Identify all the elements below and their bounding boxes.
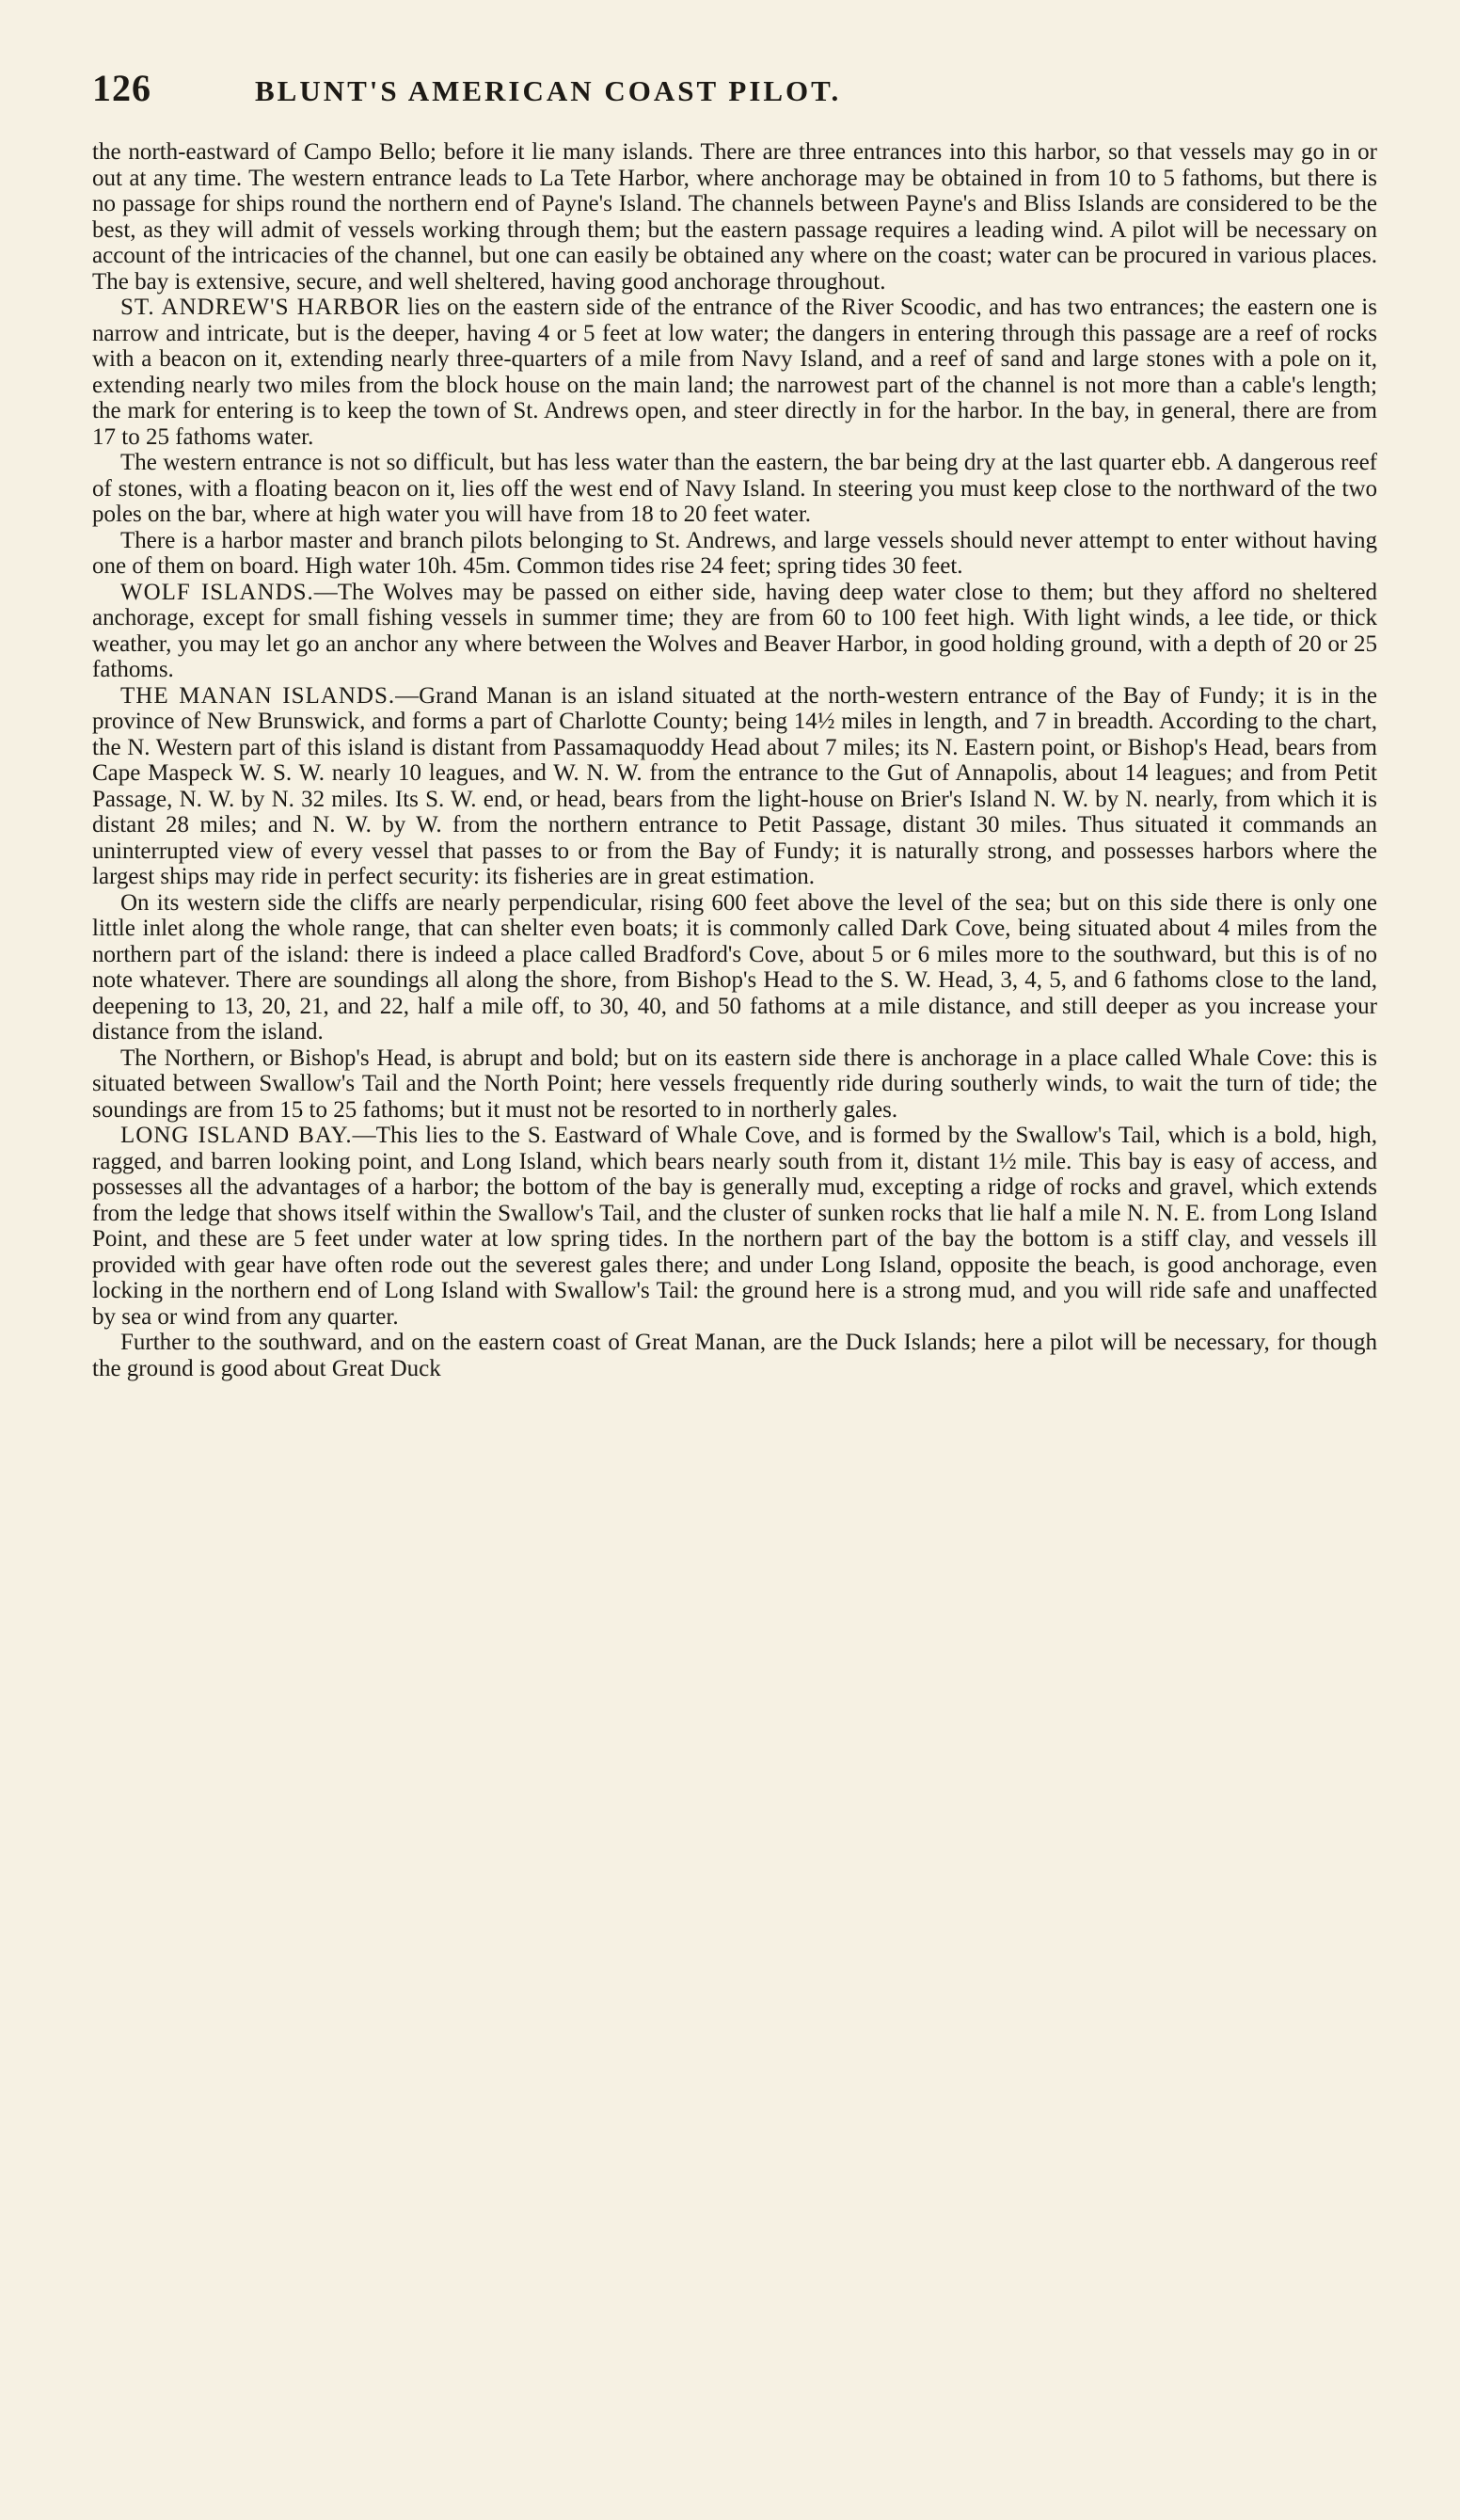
section-heading-wolf-islands: WOLF ISLANDS. — [120, 579, 314, 605]
paragraph-text: On its western side the cliffs are nearly perpendicular, rising 600 feet above the level of the sea; but on this side there is only one little inlet along the whole range, that can shelter even boats; it is commonly called Dark Cove, being situated about 4 miles from the northern part of the island: there is indeed a place called Bradford's Cove, about 5 or 6 miles more to the southward, but this is of no note whatever. There are soundings all along the shore, from Bishop's Head to the S. W. Head, 3, 4, 5, and 6 fathoms close to the land, deepening to 13, 20, 21, and 22, half a mile off, to 30, 40, and 50 fathoms at a mile distance, and still deeper as you increase your distance from the island. — [92, 889, 1377, 1045]
paragraph — [92, 1330, 1377, 1381]
paragraph — [92, 450, 1377, 528]
running-title: BLUNT'S AMERICAN COAST PILOT. — [255, 74, 842, 107]
body-text — [92, 139, 1377, 1381]
paragraph — [92, 1045, 1377, 1124]
paragraph-text: —This lies to the S. Eastward of Whale Cove, and is formed by the Swallow's Tail, which is a bold, high, ragged, and barren looking point, and Long Island, which bears nearly south from it, distant 1½ mile. This bay is easy of access, and possesses all the advantages of a harbor; the bottom of the bay is generally mud, excepting a ridge of rocks and gravel, which extends from the ledge that shows itself within the Swallow's Tail, and the cluster of sunken rocks that lie half a mile N. N. E. from Long Island Point, and these are 5 feet under water at low spring tides. In the northern part of the bay the bottom is a stiff clay, and vessels ill provided with gear have often rode out the severest gales there; and under Long Island, opposite the beach, is good anchorage, even locking in the northern end of Long Island with Swallow's Tail: the ground here is a strong mud, and you will ride safe and unaffected by sea or wind from any quarter. — [92, 1123, 1377, 1330]
paragraph — [92, 1123, 1377, 1330]
paragraph — [92, 528, 1377, 580]
paragraph — [92, 683, 1377, 890]
paragraph-text: There is a harbor master and branch pilots belonging to St. Andrews, and large vessels should never attempt to enter without having one of them on board. High water 10h. 45m. Common tides rise 24 feet; spring tides 30 feet. — [92, 527, 1377, 579]
paragraph — [92, 580, 1377, 683]
section-heading-long-island-bay: LONG ISLAND BAY. — [120, 1123, 353, 1148]
paragraph-text: The Northern, or Bishop's Head, is abrupt and bold; but on its eastern side there is anchorage in a place called Whale Cove: this is situated between Swallow's Tail and the North Point; here vessels frequently ride during southerly winds, to wait the turn of tide; the soundings are from 15 to 25 fathoms; but it must not be resorted to in northerly gales. — [92, 1045, 1377, 1123]
paragraph-text: —The Wolves may be passed on either side, having deep water close to them; but they afford no sheltered anchorage, except for small fishing vessels in summer time; they are from 60 to 100 feet high. With light winds, a lee tide, or thick weather, you may let go an anchor any where between the Wolves and Beaver Harbor, in good holding ground, with a depth of 20 or 25 fathoms. — [92, 579, 1377, 682]
paragraph — [92, 139, 1377, 295]
page-number: 126 — [92, 67, 151, 109]
paragraph — [92, 890, 1377, 1045]
page-header — [92, 66, 1377, 119]
paragraph-text: lies on the eastern side of the entrance of the River Scoodic, and has two entrances; the eastern one is narrow and intricate, but is the deeper, having 4 or 5 feet at low water; the dangers in entering through this passage are a reef of rocks with a beacon on it, extending nearly three-quarters of a mile from Navy Island, and a reef of sand and large stones with a pole on it, extending nearly two miles from the block house on the main land; the narrowest part of the channel is not more than a cable's length; the mark for entering is to keep the town of St. Andrews open, and steer directly in for the harbor. In the bay, in general, there are from 17 to 25 fathoms water. — [92, 295, 1377, 450]
paragraph-text: Further to the southward, and on the eastern coast of Great Manan, are the Duck Islands; here a pilot will be necessary, for though the ground is good about Great Duck — [92, 1330, 1377, 1381]
section-heading-st-andrews-harbor: ST. ANDREW'S HARBOR — [120, 295, 401, 320]
section-heading-manan-islands: THE MANAN ISLANDS. — [120, 682, 396, 709]
paragraph-text: The western entrance is not so difficult, but has less water than the eastern, the bar being dry at the last quarter ebb. A dangerous reef of stones, with a floating beacon on it, lies off the west end of Navy Island. In steering you must keep close to the northward of the two poles on the bar, where at high water you will have from 18 to 20 feet water. — [92, 450, 1377, 527]
paragraph-text: the north-eastward of Campo Bello; before it lie many islands. There are three entrances into this harbor, so that vessels may go in or out at any time. The western entrance leads to La Tete Harbor, where anchorage may be obtained in from 10 to 5 fathoms, but there is no passage for ships round the northern end of Payne's Island. The channels between Payne's and Bliss Islands are considered to be the best, as they will admit of vessels working through them; but the eastern passage requires a leading wind. A pilot will be necessary on account of the intricacies of the channel, but one can easily be obtained any where on the coast; water can be procured in various places. The bay is extensive, secure, and well sheltered, having good anchorage throughout. — [92, 139, 1377, 295]
paragraph-text: —Grand Manan is an island situated at the north-western entrance of the Bay of Fundy; it is in the province of New Brunswick, and forms a part of Charlotte County; being 14½ miles in length, and 7 in breadth. According to the chart, the N. Western part of this island is distant from Passamaquoddy Head about 7 miles; its N. Eastern point, or Bishop's Head, bears from Cape Maspeck W. S. W. nearly 10 leagues, and W. N. W. from the entrance to the Gut of Annapolis, about 14 leagues; and from Petit Passage, N. W. by N. 32 miles. Its S. W. end, or head, bears from the light-house on Brier's Island N. W. by N. nearly, from which it is distant 28 miles; and N. W. by W. from the northern entrance to Petit Passage, distant 30 miles. Thus situated it commands an uninterrupted view of every vessel that passes to or from the Bay of Fundy; it is naturally strong, and possesses harbors where the largest ships may ride in perfect security: its fisheries are in great estimation. — [92, 682, 1378, 889]
paragraph — [92, 295, 1377, 450]
